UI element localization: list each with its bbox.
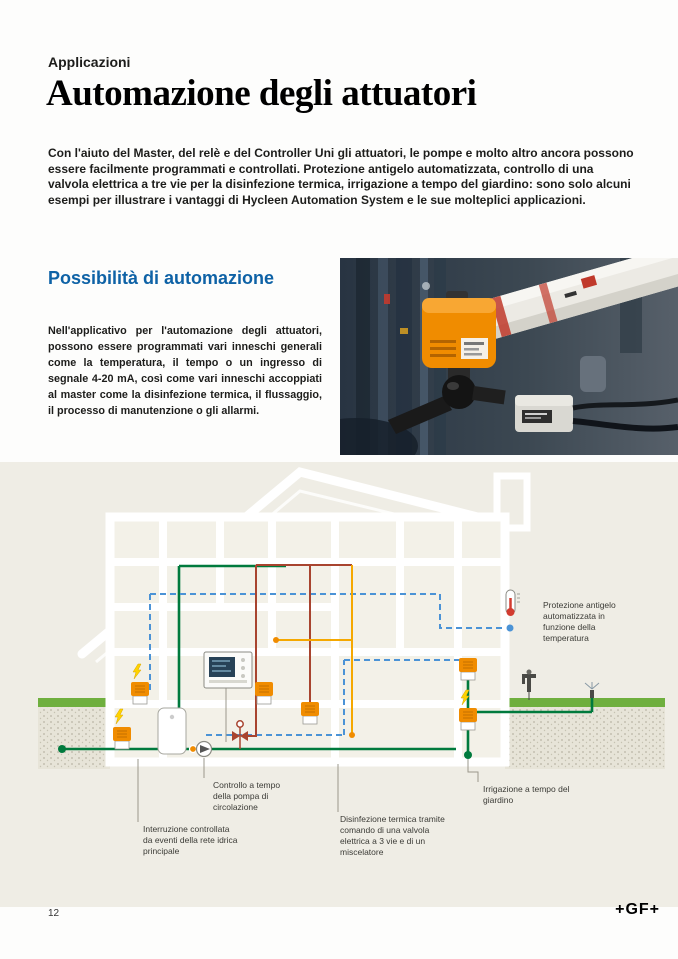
section-heading: Possibilità di automazione bbox=[48, 268, 275, 288]
automation-diagram bbox=[0, 462, 678, 907]
page-title: Automazione degli attuatori bbox=[46, 73, 477, 114]
actuator-icon bbox=[459, 658, 477, 680]
intro-paragraph: Con l'aiuto del Master, del relè e del Controller Uni gli attuatori, le pompe e molto altro ancora possono essere facilmente programmati e controllati. Protezione antigelo automatizzata, controllo di una valvola elettrica a tre vie per la disinfezione termica, irrigazione a tempo del giardino: sono solo alcuni esempi per illustrare i vantaggi di Hycleen Automation System e le sue molteplici applicazioni. bbox=[48, 146, 634, 207]
boiler-icon bbox=[158, 708, 186, 754]
callout-pump-control: Controllo a tempo della pompa di circolazione bbox=[213, 780, 281, 813]
controller-icon bbox=[204, 652, 252, 688]
pump-icon bbox=[197, 742, 212, 757]
actuator-icon bbox=[301, 702, 319, 724]
callout-thermal-disinfection: Disinfezione termica tramite comando di una valvola elettrica a 3 vie e di un miscelatore bbox=[340, 814, 445, 858]
actuator-icon bbox=[131, 682, 149, 704]
faucet-icon bbox=[522, 670, 536, 701]
thermometer-icon bbox=[506, 590, 520, 616]
actuator-photo bbox=[340, 258, 678, 455]
sprinkler-icon bbox=[585, 682, 599, 698]
page-number: 12 bbox=[48, 908, 60, 919]
diagram-art bbox=[0, 462, 678, 907]
actuator-icon bbox=[113, 727, 131, 749]
actuator-photo-art bbox=[340, 258, 678, 455]
callout-garden-irrigation: Irrigazione a tempo del giardino bbox=[483, 784, 570, 806]
actuator-icon bbox=[459, 708, 477, 730]
actuator-icon bbox=[255, 682, 273, 704]
gf-logo: +GF+ bbox=[615, 901, 660, 918]
section-body: Nell'applicativo per l'automazione degli attuatori, possono essere programmati vari inneschi generali come la temperatura, il tempo o un ingresso di segnale 4-20 mA, così come vari inneschi accoppiati al master come la disinfezione termica, il flussaggio, il processo di manutenzione o gli allarmi. bbox=[48, 325, 322, 417]
section-eyebrow: Applicazioni bbox=[48, 54, 131, 70]
callout-frost-protection: Protezione antigelo automatizzata in funzione della temperatura bbox=[543, 600, 616, 644]
callout-mains-interruption: Interruzione controllata da eventi della rete idrica principale bbox=[143, 824, 238, 857]
